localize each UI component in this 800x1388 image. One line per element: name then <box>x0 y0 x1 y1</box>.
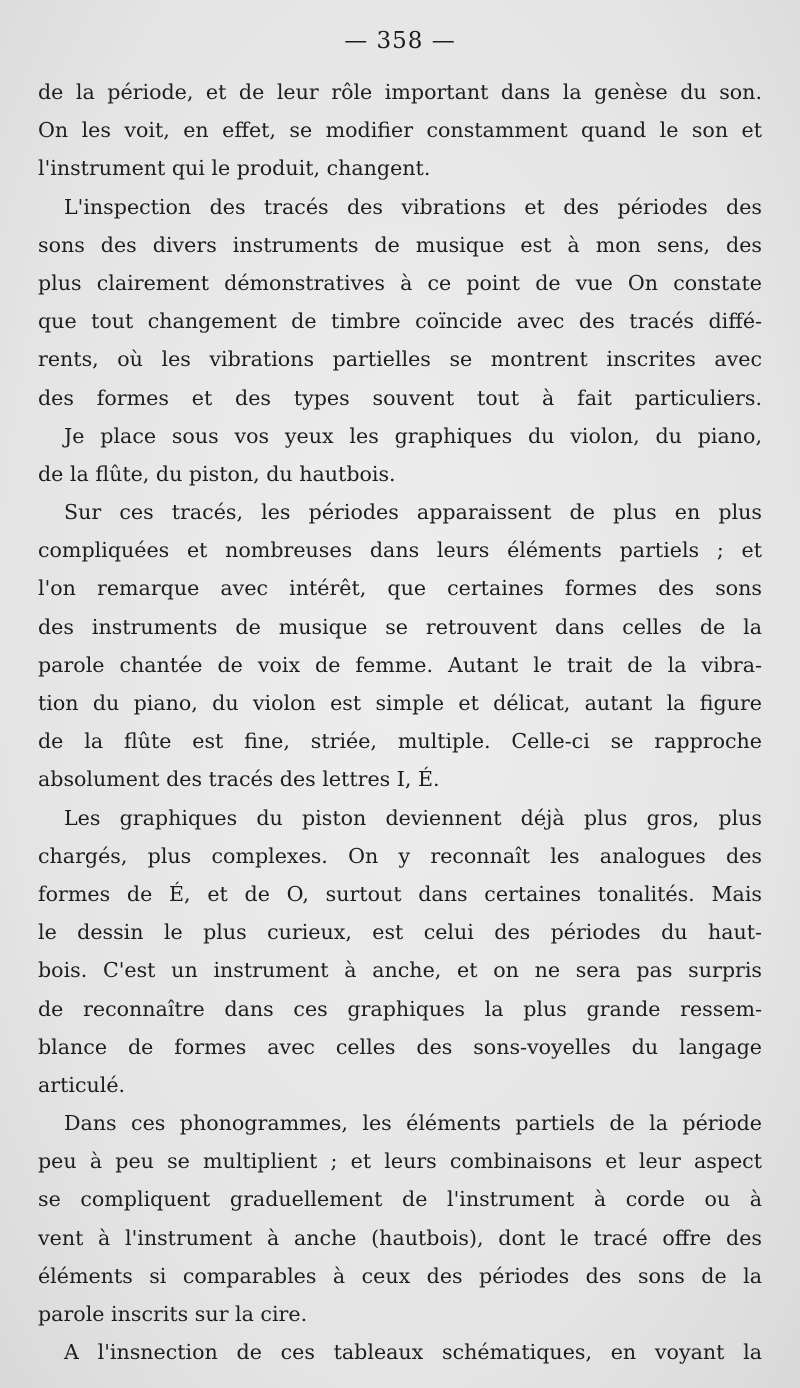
page-number: — 358 — <box>344 28 456 54</box>
text-line: tion du piano, du violon est simple et délicat, autant la figure <box>38 691 762 715</box>
text-line: l'instrument qui le produit, changent. <box>38 156 431 181</box>
text-line: A l'insnection de ces tableaux schématiques, en voyant la <box>64 1340 762 1365</box>
text-line: de la flûte est fine, striée, multiple. Celle-ci se rapproche <box>38 729 762 754</box>
text-line: Les graphiques du piston deviennent déjà plus gros, plus <box>64 805 762 830</box>
text-line: formes de É, et de O, surtout dans certaines tonalités. Mais <box>38 881 762 906</box>
text-line: blance de formes avec celles des sons-voyelles du langage <box>38 1034 762 1059</box>
text-line: articulé. <box>38 1072 126 1097</box>
text-line: des instruments de musique se retrouvent dans celles de la <box>38 614 762 639</box>
text-line: compliquées et nombreuses dans leurs éléments partiels ; et <box>38 538 762 563</box>
text-line: le dessin le plus curieux, est celui des périodes du haut- <box>38 920 762 945</box>
text-line: de la période, et de leur rôle important dans la genèse du son. <box>38 80 762 104</box>
text-line: On les voit, en effet, se modifier constamment quand le son et <box>38 118 762 143</box>
text-line: sons des divers instruments de musique est à mon sens, des <box>38 232 762 257</box>
text-line: se compliquent graduellement de l'instrument à corde ou à <box>38 1187 762 1212</box>
text-line: de la flûte, du piston, du hautbois. <box>38 461 396 486</box>
text-line: peu à peu se multiplient ; et leurs combinaisons et leur aspect <box>38 1149 762 1174</box>
text-line: L'inspection des tracés des vibrations et des périodes des <box>64 194 762 219</box>
text-line: que tout changement de timbre coïncide avec des tracés diffé- <box>38 309 762 334</box>
body-text <box>38 73 762 1371</box>
text-line: plus clairement démonstratives à ce point de vue On constate <box>38 270 762 295</box>
text-line: Sur ces tracés, les périodes apparaissent de plus en plus <box>64 500 762 525</box>
text-line: parole inscrits sur la cire. <box>38 1302 308 1326</box>
text-line: Je place sous vos yeux les graphiques du violon, du piano, <box>64 423 762 448</box>
text-line: bois. C'est un instrument à anche, et on ne sera pas surpris <box>38 958 762 983</box>
text-line: chargés, plus complexes. On y reconnaît les analogues des <box>38 843 762 868</box>
text-line: vent à l'instrument à anche (hautbois), dont le tracé offre des <box>38 1225 762 1250</box>
text-line: absolument des tracés des lettres I, É. <box>38 767 440 792</box>
text-line: parole chantée de voix de femme. Autant le trait de la vibra- <box>38 652 762 677</box>
text-line: des formes et des types souvent tout à fait particuliers. <box>38 385 762 410</box>
text-line: Dans ces phonogrammes, les éléments partiels de la période <box>64 1111 762 1136</box>
text-line: éléments si comparables à ceux des périodes des sons de la <box>38 1263 762 1288</box>
text-line: de reconnaître dans ces graphiques la plus grande ressem- <box>38 996 762 1021</box>
text-line: l'on remarque avec intérêt, que certaines formes des sons <box>38 576 762 601</box>
text-line: rents, où les vibrations partielles se montrent inscrites avec <box>38 347 762 372</box>
